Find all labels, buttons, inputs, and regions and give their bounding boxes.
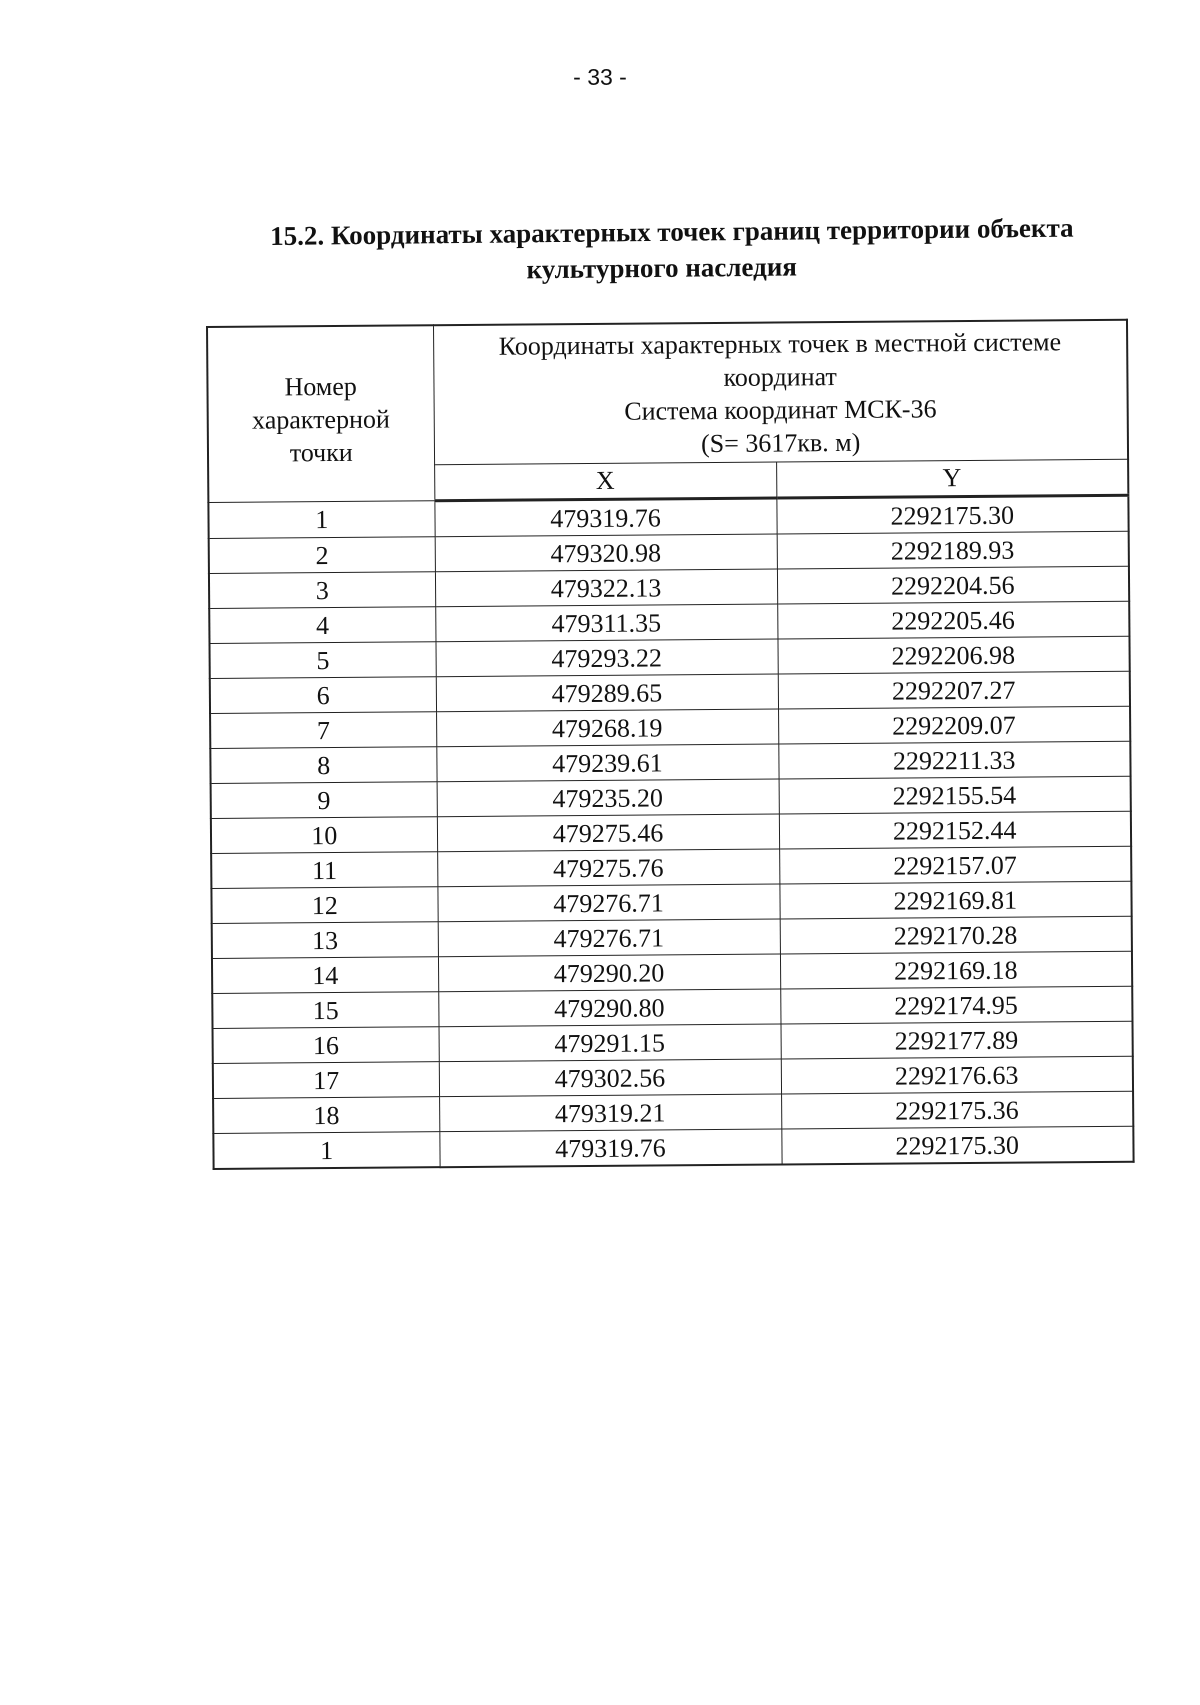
- coordinates-header-line: координат: [723, 362, 837, 392]
- x-coordinate-cell: 479239.61: [436, 744, 778, 782]
- x-coordinate-cell: 479322.13: [435, 569, 777, 607]
- point-number-cell: 1: [213, 1132, 439, 1169]
- y-coordinate-cell: 2292204.56: [777, 566, 1129, 604]
- y-coordinate-cell: 2292176.63: [781, 1056, 1133, 1094]
- y-coordinate-cell: 2292189.93: [777, 531, 1129, 569]
- x-coordinate-cell: 479290.20: [438, 954, 780, 992]
- y-coordinate-cell: 2292169.81: [779, 881, 1131, 919]
- point-number-cell: 4: [209, 607, 435, 644]
- coordinates-table-container: [206, 319, 1133, 1170]
- page-number: - 33 -: [573, 64, 627, 90]
- x-column-header: X: [434, 462, 776, 501]
- point-number-cell: 17: [213, 1062, 439, 1099]
- coordinates-table-body: [208, 495, 1133, 1169]
- point-number-cell: 12: [211, 887, 437, 924]
- point-number-cell: 7: [210, 712, 436, 749]
- y-coordinate-cell: 2292177.89: [780, 1021, 1132, 1059]
- point-number-cell: 16: [213, 1027, 439, 1064]
- point-number-cell: 18: [213, 1097, 439, 1134]
- point-number-cell: 13: [212, 922, 438, 959]
- point-number-cell: 1: [208, 501, 434, 539]
- x-coordinate-cell: 479276.71: [438, 919, 780, 957]
- point-number-cell: 11: [211, 852, 437, 889]
- x-coordinate-cell: 479268.19: [436, 709, 778, 747]
- coordinates-header-line: Система координат МСК-36: [624, 394, 937, 426]
- x-coordinate-cell: 479235.20: [437, 779, 779, 817]
- x-coordinate-cell: 479289.65: [436, 674, 778, 712]
- y-coordinate-cell: 2292170.28: [780, 916, 1132, 954]
- y-column-header: Y: [776, 459, 1128, 498]
- x-coordinate-cell: 479319.76: [439, 1129, 781, 1167]
- y-coordinate-cell: 2292206.98: [777, 636, 1129, 674]
- y-coordinate-cell: 2292175.30: [781, 1126, 1133, 1164]
- coordinates-header-line: (S= 3617кв. м): [700, 427, 861, 459]
- x-coordinate-cell: 479302.56: [439, 1059, 781, 1097]
- point-number-cell: 14: [212, 957, 438, 994]
- x-coordinate-cell: 479319.21: [439, 1094, 781, 1132]
- x-coordinate-cell: 479291.15: [439, 1024, 781, 1062]
- point-number-cell: 6: [210, 677, 436, 714]
- y-coordinate-cell: 2292157.07: [779, 846, 1131, 884]
- y-coordinate-cell: 2292211.33: [778, 741, 1130, 779]
- x-coordinate-cell: 479276.71: [437, 884, 779, 922]
- y-coordinate-cell: 2292169.18: [780, 951, 1132, 989]
- y-coordinate-cell: 2292174.95: [780, 986, 1132, 1024]
- heading-line-1: 15.2. Координаты характерных точек границ территории объекта: [270, 212, 1074, 251]
- table-row: [213, 1126, 1133, 1169]
- x-coordinate-cell: 479275.46: [437, 814, 779, 852]
- point-number-header-line: точки: [289, 437, 353, 467]
- y-coordinate-cell: 2292155.54: [779, 776, 1131, 814]
- x-coordinate-cell: 479275.76: [437, 849, 779, 887]
- point-number-header: [207, 325, 434, 502]
- coordinates-table: [206, 319, 1135, 1170]
- point-number-header-line: характерной: [251, 404, 390, 435]
- y-coordinate-cell: 2292175.36: [781, 1091, 1133, 1129]
- x-coordinate-cell: 479290.80: [438, 989, 780, 1027]
- y-coordinate-cell: 2292207.27: [778, 671, 1130, 709]
- x-coordinate-cell: 479293.22: [435, 639, 777, 677]
- point-number-cell: 2: [209, 537, 435, 574]
- section-heading: [270, 209, 1151, 290]
- x-coordinate-cell: 479311.35: [435, 604, 777, 642]
- point-number-cell: 9: [211, 782, 437, 819]
- point-number-header-line: Номер: [284, 371, 357, 401]
- y-coordinate-cell: 2292209.07: [778, 706, 1130, 744]
- point-number-cell: 8: [210, 747, 436, 784]
- coordinates-header-line: Координаты характерных точек в местной системе: [498, 327, 1062, 361]
- coordinates-header: [433, 320, 1128, 465]
- y-coordinate-cell: 2292152.44: [779, 811, 1131, 849]
- y-coordinate-cell: 2292175.30: [776, 495, 1128, 534]
- point-number-cell: 5: [209, 642, 435, 679]
- point-number-cell: 15: [212, 992, 438, 1029]
- point-number-cell: 10: [211, 817, 437, 854]
- x-coordinate-cell: 479319.76: [434, 498, 776, 537]
- x-coordinate-cell: 479320.98: [435, 534, 777, 572]
- heading-line-2: культурного наследия: [526, 251, 798, 285]
- point-number-cell: 3: [209, 572, 435, 609]
- y-coordinate-cell: 2292205.46: [777, 601, 1129, 639]
